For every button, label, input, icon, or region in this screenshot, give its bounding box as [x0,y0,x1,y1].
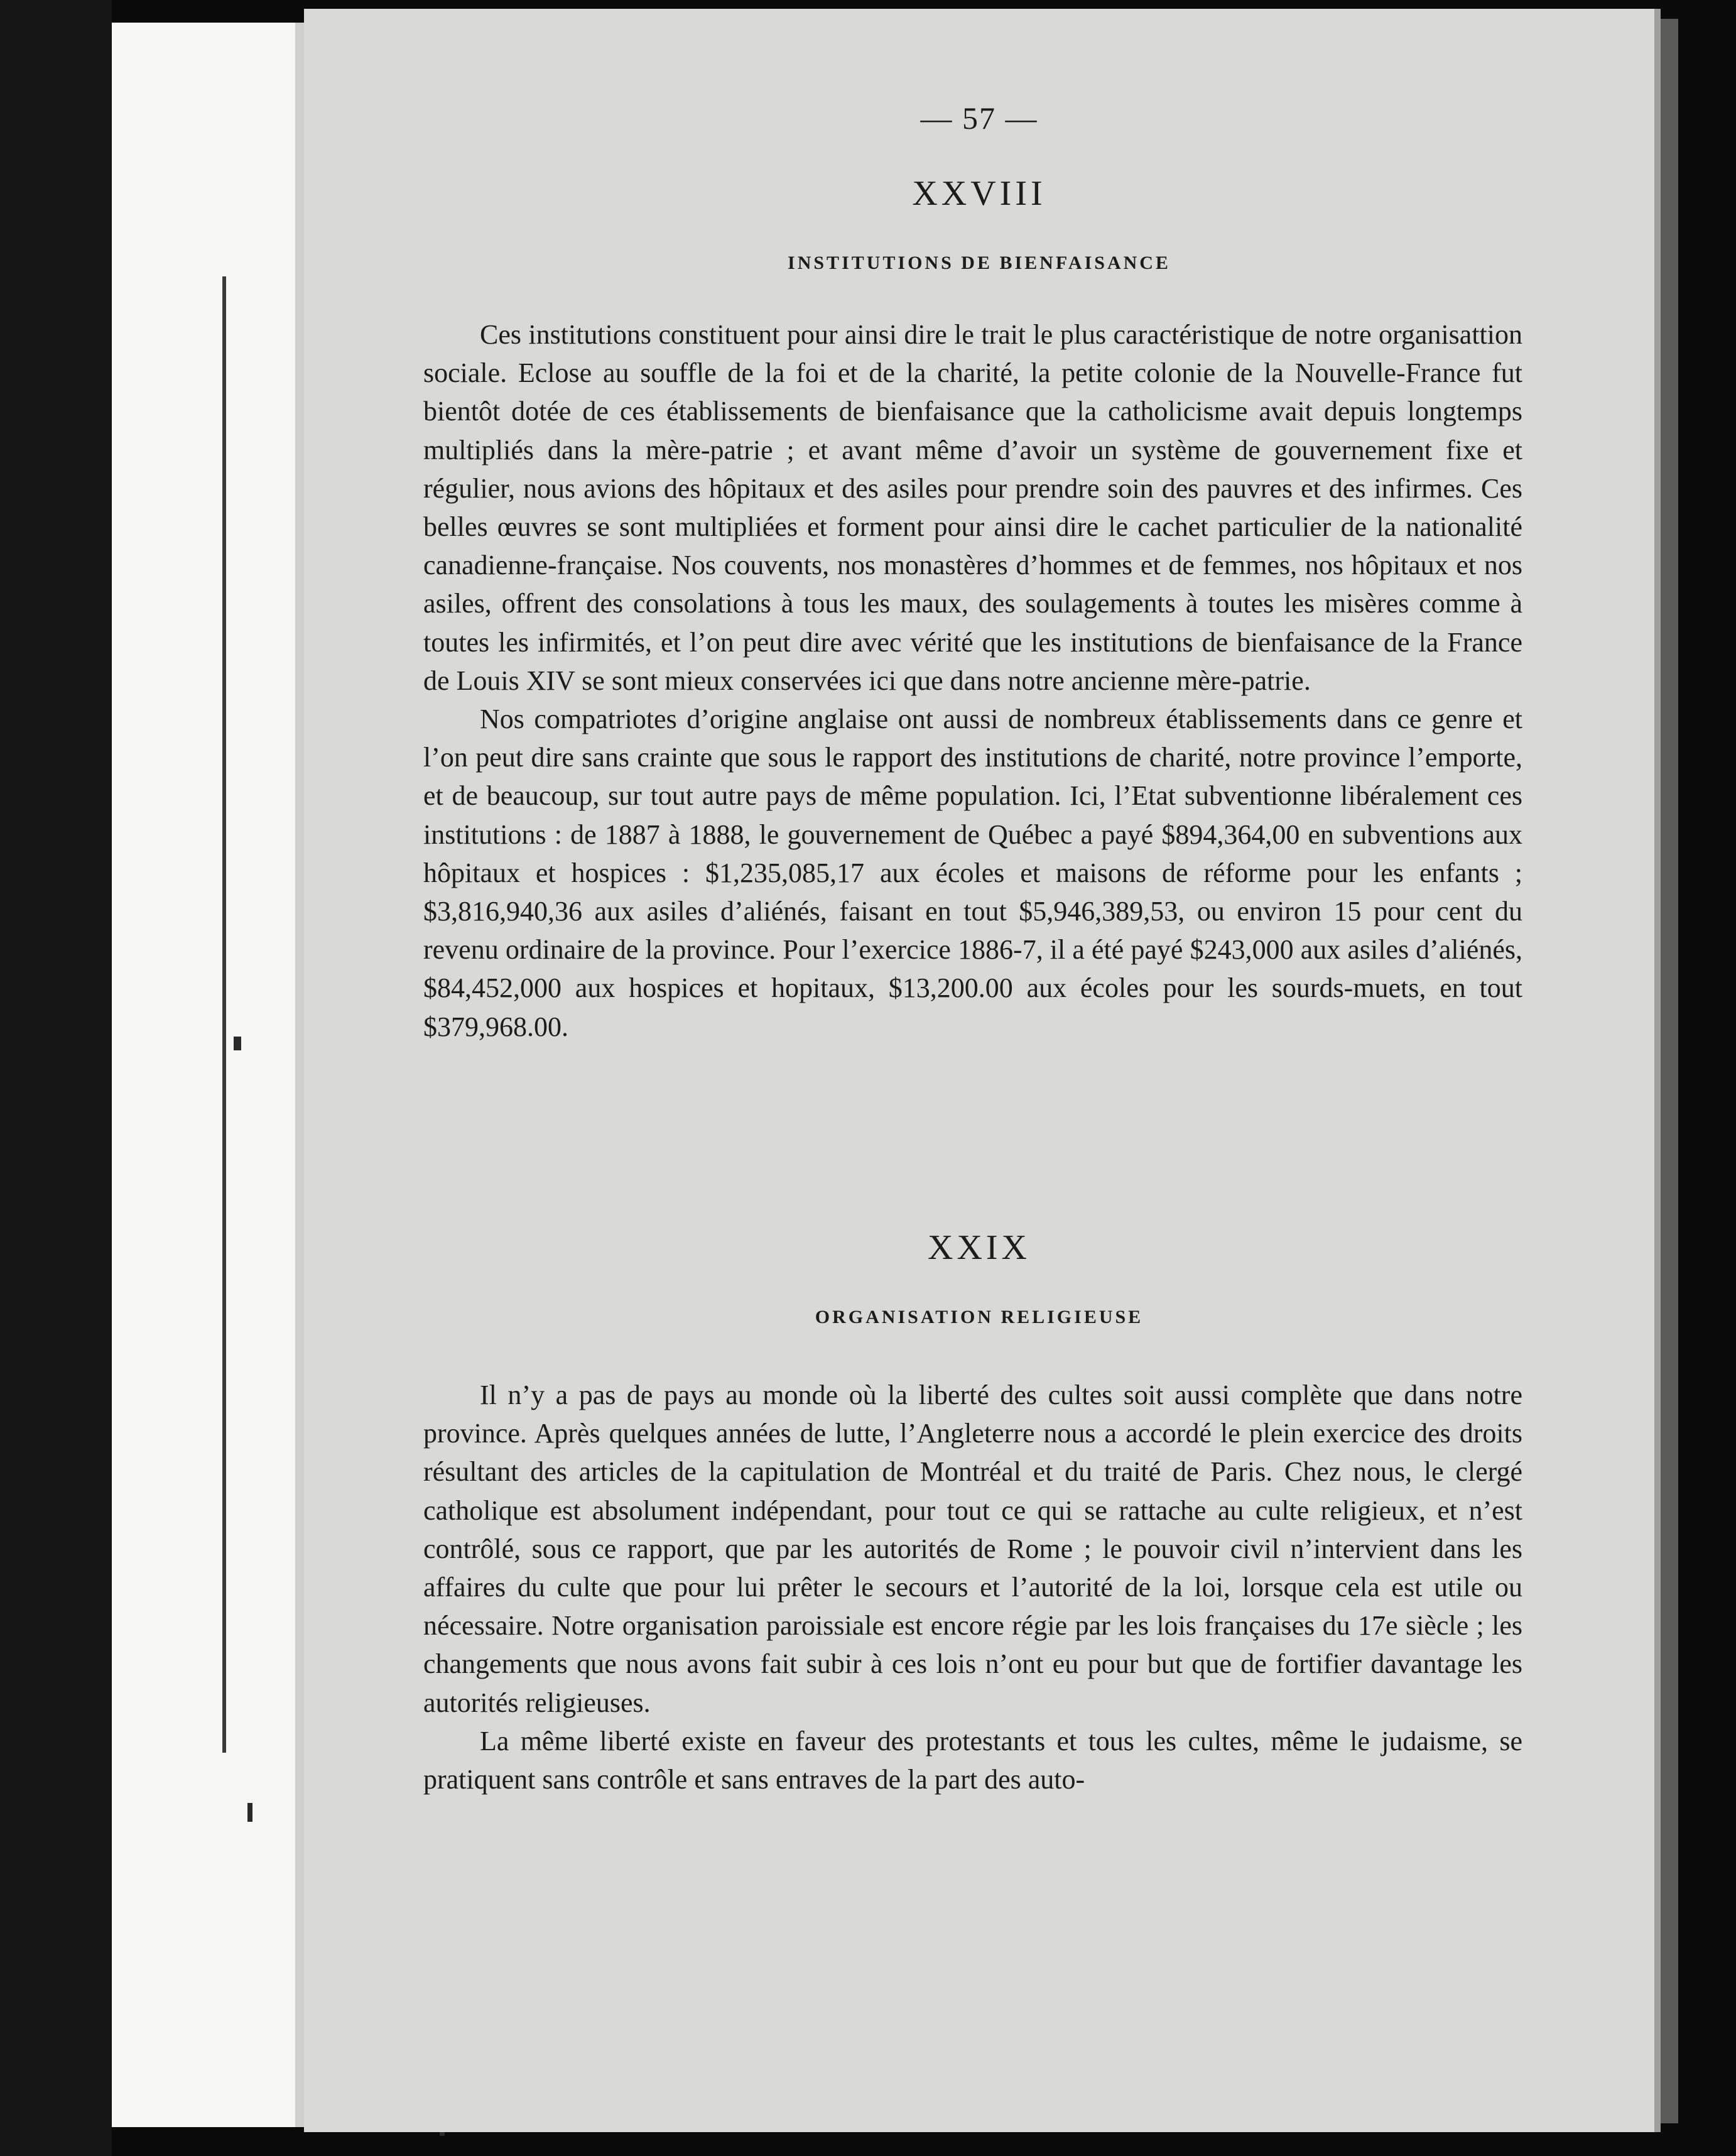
section-title: INSTITUTIONS DE BIENFAISANCE [788,253,1171,273]
binding-gutter [112,23,300,2127]
paragraph: Nos compatriotes d’origine anglaise ont aussi de nombreux établissements dans ce genre et l’on peut dire sans crainte que sous le rapport des institutions de charité, notre province l’emporte, et de beaucoup, sur tout autre pays de même population. Ici, l’Etat subventionne libéralement ces institutions : de 1887 à 1888, le gouvernement de Québec a payé $894,364,00 en subventions aux hôpitaux et hospices : $1,235,085,17 aux écoles et maisons de réforme pour les enfants ; $3,816,940,36 aux asiles d’aliénés, faisant en tout $5,946,389,53, ou environ 15 pour cent du revenu ordinaire de la province. Pour l’exercice 1886-7, il a été payé $243,000 aux asiles d’aliénés, $84,452,000 aux hospices et hopitaux, $13,200.00 aux écoles pour les sourds-muets, en tout $379,968.00. [423,704,1522,1042]
gutter-edge [295,23,304,2127]
paragraph: La même liberté existe en faveur des protestants et tous les cultes, même le judaisme, se pratiquent sans contrôle et sans entraves de la part des auto- [423,1725,1522,1795]
section-body [423,315,1522,1046]
section-body [423,1376,1522,1799]
section-title: ORGANISATION RELIGIEUSE [815,1307,1144,1327]
chapter-heading: XXVIII [912,174,1046,213]
paragraph: Ces institutions constituent pour ainsi dire le trait le plus caractéristique de notre organisattion sociale. Eclose au souffle de la foi et de la charité, la petite colonie de la Nouvelle-France fut bientôt dotée de ces établissements de bienfaisance que la catholicisme avait depuis longtemps multipliés dans la mère-patrie ; et avant même d’avoir un système de gouvernement fixe et régulier, nous avions des hôpitaux et des asiles pour prendre soin des pauvres et des infirmes. Ces belles œuvres se sont multipliées et forment pour ainsi dire le cachet particulier de la nationalité canadienne-française. Nos couvents, nos monastères d’hommes et de femmes, nos hôpitaux et nos asiles, offrent des consolations à tous les maux, des soulagements à toutes les misères comme à toutes les infirmités, et l’on peut dire avec vérité que les institutions de bienfaisance de la France de Louis XIV se sont mieux conservées ici que dans notre ancienne mère-patrie. [423,319,1522,696]
document-page [304,9,1661,2132]
facing-page-dark [0,0,112,2156]
margin-mark [247,1803,252,1822]
paragraph: Il n’y a pas de pays au monde où la liberté des cultes soit aussi complète que dans notre province. Après quelques années de lutte, l’Angleterre nous a accordé le plein exercice des droits résultant des articles de la capitulation de Montréal et du traité de Paris. Chez nous, le clergé catholique est absolument indépendant, pour tout ce qui se rattache au culte religieux, et n’est contrôlé, sous ce rapport, que par les autorités de Rome ; le pouvoir civil n’intervient dans les affaires du culte que pour lui prêter le secours et l’autorité de la loi, lorsque cela est utile ou nécessaire. Notre organisation paroissiale est encore régie par les lois françaises du 17e siècle ; les changements que nous avons fait subir à ces lois n’ont eu pour but que de fortifier davantage les autorités religieuses. [423,1380,1522,1718]
margin-mark [222,276,226,1753]
page-edge-shadow [1661,19,1678,2123]
chapter-heading: XXIX [928,1228,1031,1267]
margin-mark [234,1037,241,1050]
page-number: — 57 — [920,101,1038,136]
